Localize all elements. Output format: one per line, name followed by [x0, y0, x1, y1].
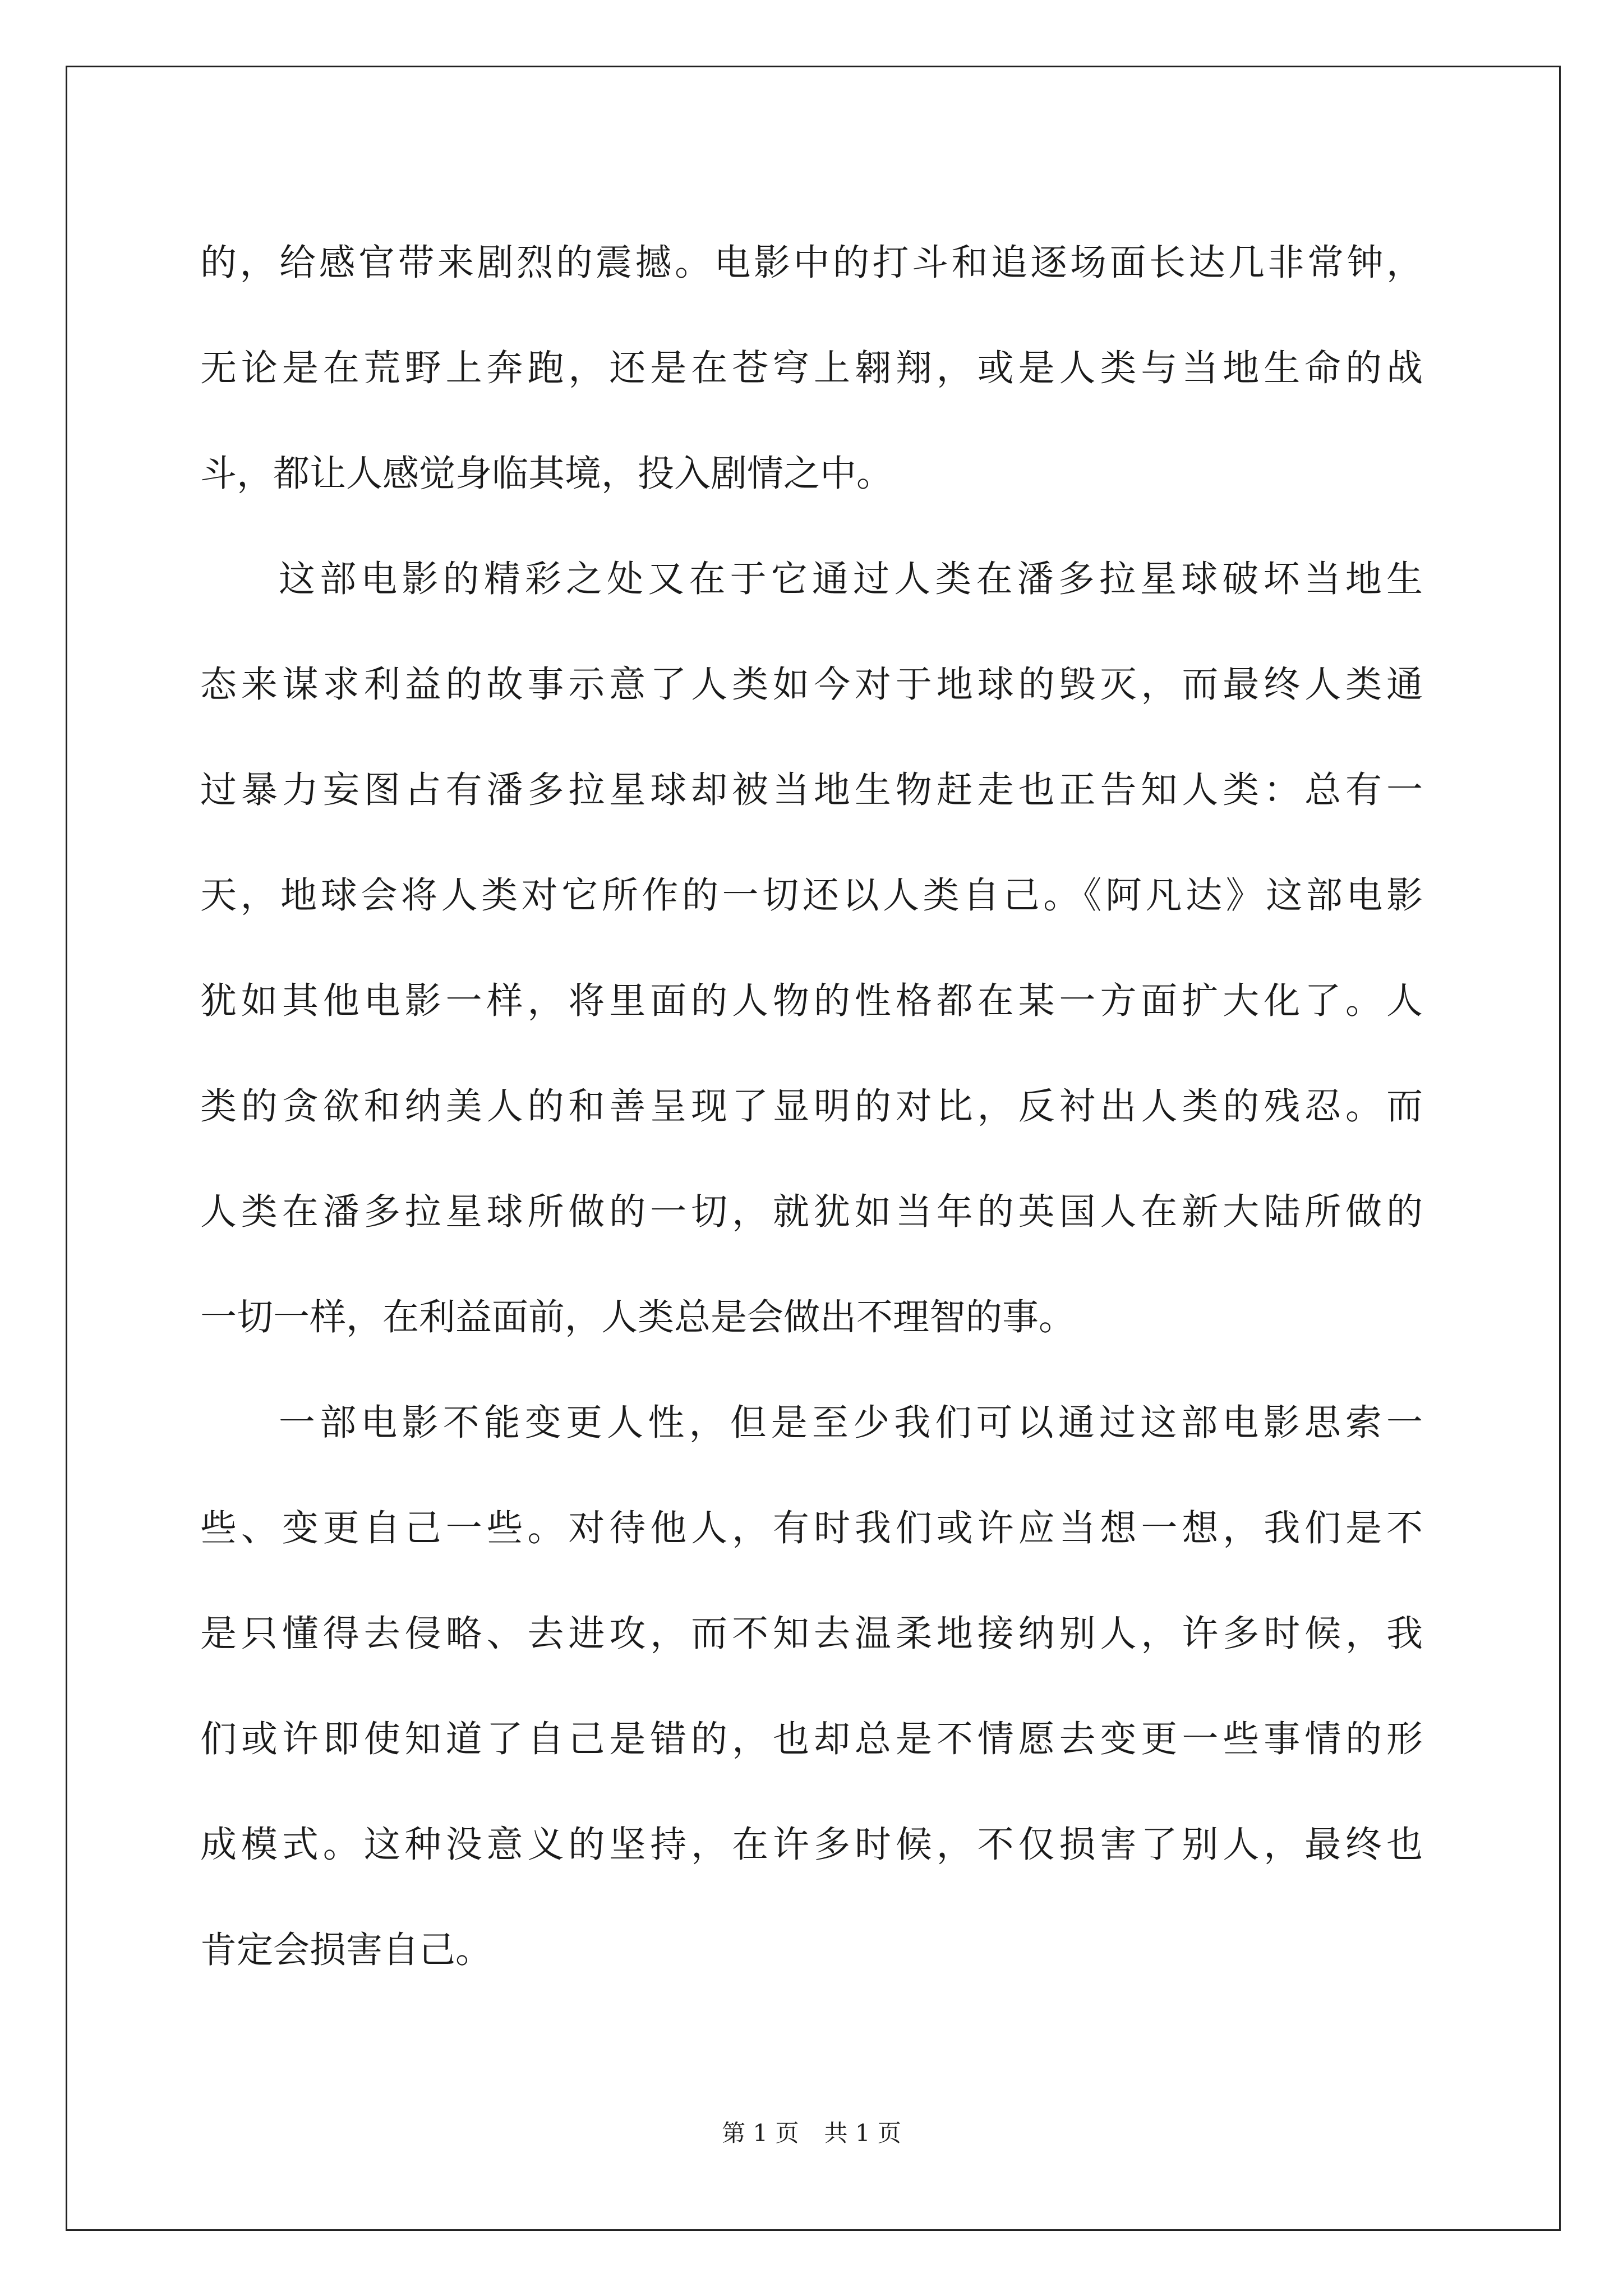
text-line: 无论是在荒野上奔跑，还是在苍穹上翱翔，或是人类与当地生命的战 [200, 347, 1423, 389]
text-line: 天，地球会将人类对它所作的一切还以人类自己。《阿凡达》这部电影 [200, 875, 1423, 917]
text-line: 们或许即使知道了自己是错的，也却总是不情愿去变更一些事情的形 [200, 1718, 1423, 1760]
text-line: 人类在潘多拉星球所做的一切，就犹如当年的英国人在新大陆所做的 [200, 1191, 1423, 1233]
text-line: 过暴力妄图占有潘多拉星球却被当地生物赶走也正告知人类：总有一 [200, 769, 1423, 811]
paragraph-first-line: 这部电影的精彩之处又在于它通过人类在潘多拉星球破坏当地生 [279, 558, 1423, 600]
text-line: 斗，都让人感觉身临其境，投入剧情之中。 [200, 453, 893, 495]
text-line: 是只懂得去侵略、去进攻，而不知去温柔地接纳别人，许多时候，我 [200, 1613, 1423, 1655]
text-line: 肯定会损害自己。 [200, 1929, 492, 1971]
text-line: 成模式。这种没意义的坚持，在许多时候，不仅损害了别人，最终也 [200, 1824, 1423, 1866]
paragraph-first-line: 一部电影不能变更人性，但是至少我们可以通过这部电影思索一 [279, 1402, 1423, 1444]
page-number-total: 共 1 页 [824, 2119, 901, 2147]
document-body [200, 210, 1423, 2003]
text-line: 一切一样，在利益面前，人类总是会做出不理智的事。 [200, 1296, 1076, 1338]
page-number-current: 第 1 页 [722, 2119, 799, 2147]
text-line: 的，给感官带来剧烈的震撼。电影中的打斗和追逐场面长达几非常钟， [200, 242, 1423, 284]
page-footer [0, 2115, 1623, 2148]
text-line: 类的贪欲和纳美人的和善呈现了显明的对比，反衬出人类的残忍。而 [200, 1085, 1423, 1128]
text-line: 犹如其他电影一样，将里面的人物的性格都在某一方面扩大化了。人 [200, 980, 1423, 1022]
text-line: 态来谋求利益的故事示意了人类如今对于地球的毁灭，而最终人类通 [200, 664, 1423, 706]
text-line: 些、变更自己一些。对待他人，有时我们或许应当想一想，我们是不 [200, 1507, 1423, 1549]
